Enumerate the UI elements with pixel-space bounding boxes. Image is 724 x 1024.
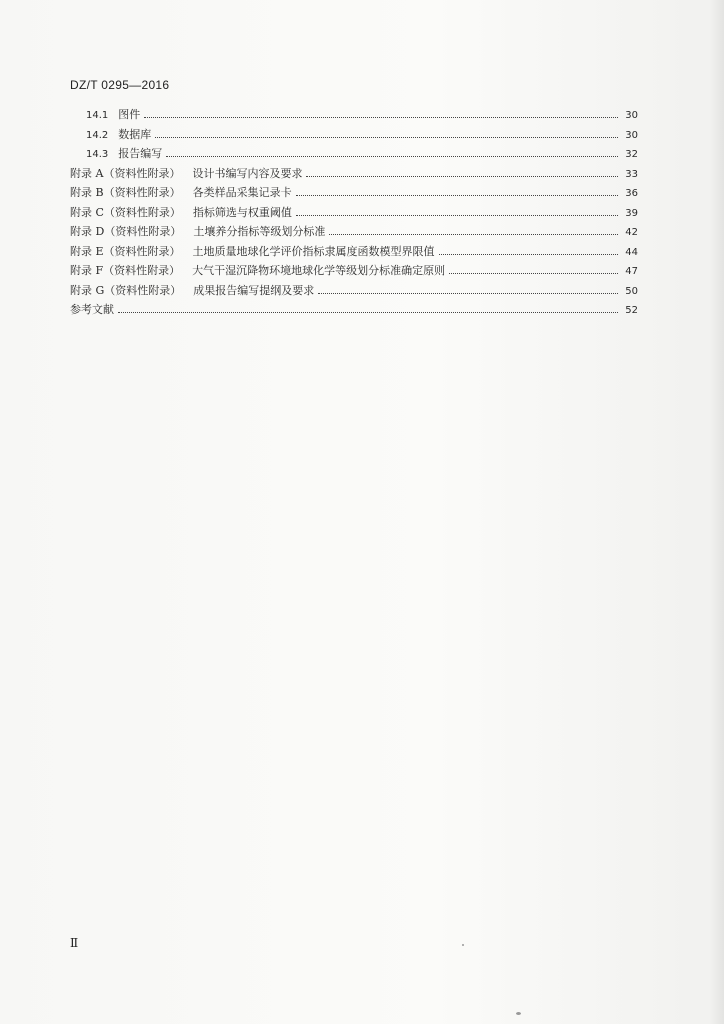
- toc-entry[interactable]: [70, 301, 638, 321]
- toc-entry-title: 设计书编写内容及要求: [192, 166, 303, 180]
- toc-entry[interactable]: [70, 106, 638, 126]
- toc-entry[interactable]: [70, 262, 638, 282]
- toc-dot-leader: [296, 195, 618, 196]
- toc-dot-leader: [155, 137, 618, 138]
- toc-entry-page: 30: [625, 110, 638, 121]
- toc-entry-number: 附录 E（资料性附录）: [70, 244, 181, 258]
- toc-entry-number: 14.2: [86, 129, 109, 141]
- toc-entry-title: 报告编写: [118, 147, 163, 160]
- table-of-contents: [70, 106, 638, 321]
- toc-dot-leader: [296, 215, 618, 216]
- toc-entry-page: 50: [625, 285, 638, 297]
- toc-entry-title: 土壤养分指标等级划分标准: [193, 225, 326, 238]
- toc-entry-page: 36: [625, 188, 638, 199]
- toc-entry-number: 14.1: [86, 110, 109, 121]
- toc-entry[interactable]: [70, 165, 638, 185]
- toc-entry-page: 33: [625, 168, 638, 180]
- toc-entry-title: 土地质量地球化学评价指标隶属度函数模型界限值: [192, 244, 435, 258]
- toc-entry[interactable]: [70, 243, 638, 263]
- scan-speck: [516, 1012, 521, 1015]
- toc-entry-page: 44: [625, 246, 638, 258]
- toc-entry-number: 附录 A（资料性附录）: [70, 166, 181, 180]
- toc-dot-leader: [318, 293, 618, 294]
- toc-dot-leader: [439, 254, 618, 255]
- toc-entry[interactable]: [70, 184, 638, 204]
- toc-entry-title: 指标筛选与权重阈值: [192, 205, 292, 219]
- toc-entry[interactable]: [70, 126, 638, 146]
- toc-entry-number: 14.3: [86, 149, 109, 160]
- page-edge-shadow: [710, 0, 724, 1024]
- toc-entry-title: 参考文献: [70, 303, 114, 316]
- toc-entry-number: 附录 G（资料性附录）: [70, 283, 182, 297]
- toc-entry-title: 图件: [118, 108, 141, 121]
- scan-speck: [462, 944, 464, 946]
- toc-entry[interactable]: [70, 223, 638, 243]
- toc-entry-title: 各类样品采集记录卡: [192, 186, 292, 199]
- toc-entry-page: 42: [625, 227, 638, 238]
- toc-dot-leader: [329, 234, 618, 235]
- toc-entry-number: 附录 B（资料性附录）: [70, 186, 181, 199]
- toc-dot-leader: [166, 156, 618, 157]
- toc-entry-page: 32: [625, 149, 638, 160]
- toc-entry-title: 数据库: [118, 127, 152, 141]
- toc-entry[interactable]: [70, 282, 638, 302]
- toc-entry[interactable]: [70, 204, 638, 224]
- toc-dot-leader: [144, 117, 618, 118]
- toc-entry-number: 附录 C（资料性附录）: [70, 205, 181, 219]
- toc-entry-page: 52: [625, 305, 638, 316]
- toc-dot-leader: [306, 176, 618, 177]
- toc-entry-page: 30: [625, 129, 638, 141]
- toc-entry-title: 大气干湿沉降物环境地球化学等级划分标准确定原则: [192, 264, 446, 277]
- toc-entry[interactable]: [70, 145, 638, 165]
- page-number: Ⅱ: [70, 936, 79, 950]
- toc-entry-page: 39: [625, 207, 638, 219]
- standard-code-header: DZ/T 0295—2016: [70, 78, 170, 92]
- toc-entry-number: 附录 F（资料性附录）: [70, 264, 181, 277]
- toc-entry-number: 附录 D（资料性附录）: [70, 225, 182, 238]
- toc-entry-page: 47: [625, 266, 638, 277]
- toc-dot-leader: [449, 273, 618, 274]
- toc-dot-leader: [118, 312, 618, 313]
- toc-entry-title: 成果报告编写提纲及要求: [193, 283, 315, 297]
